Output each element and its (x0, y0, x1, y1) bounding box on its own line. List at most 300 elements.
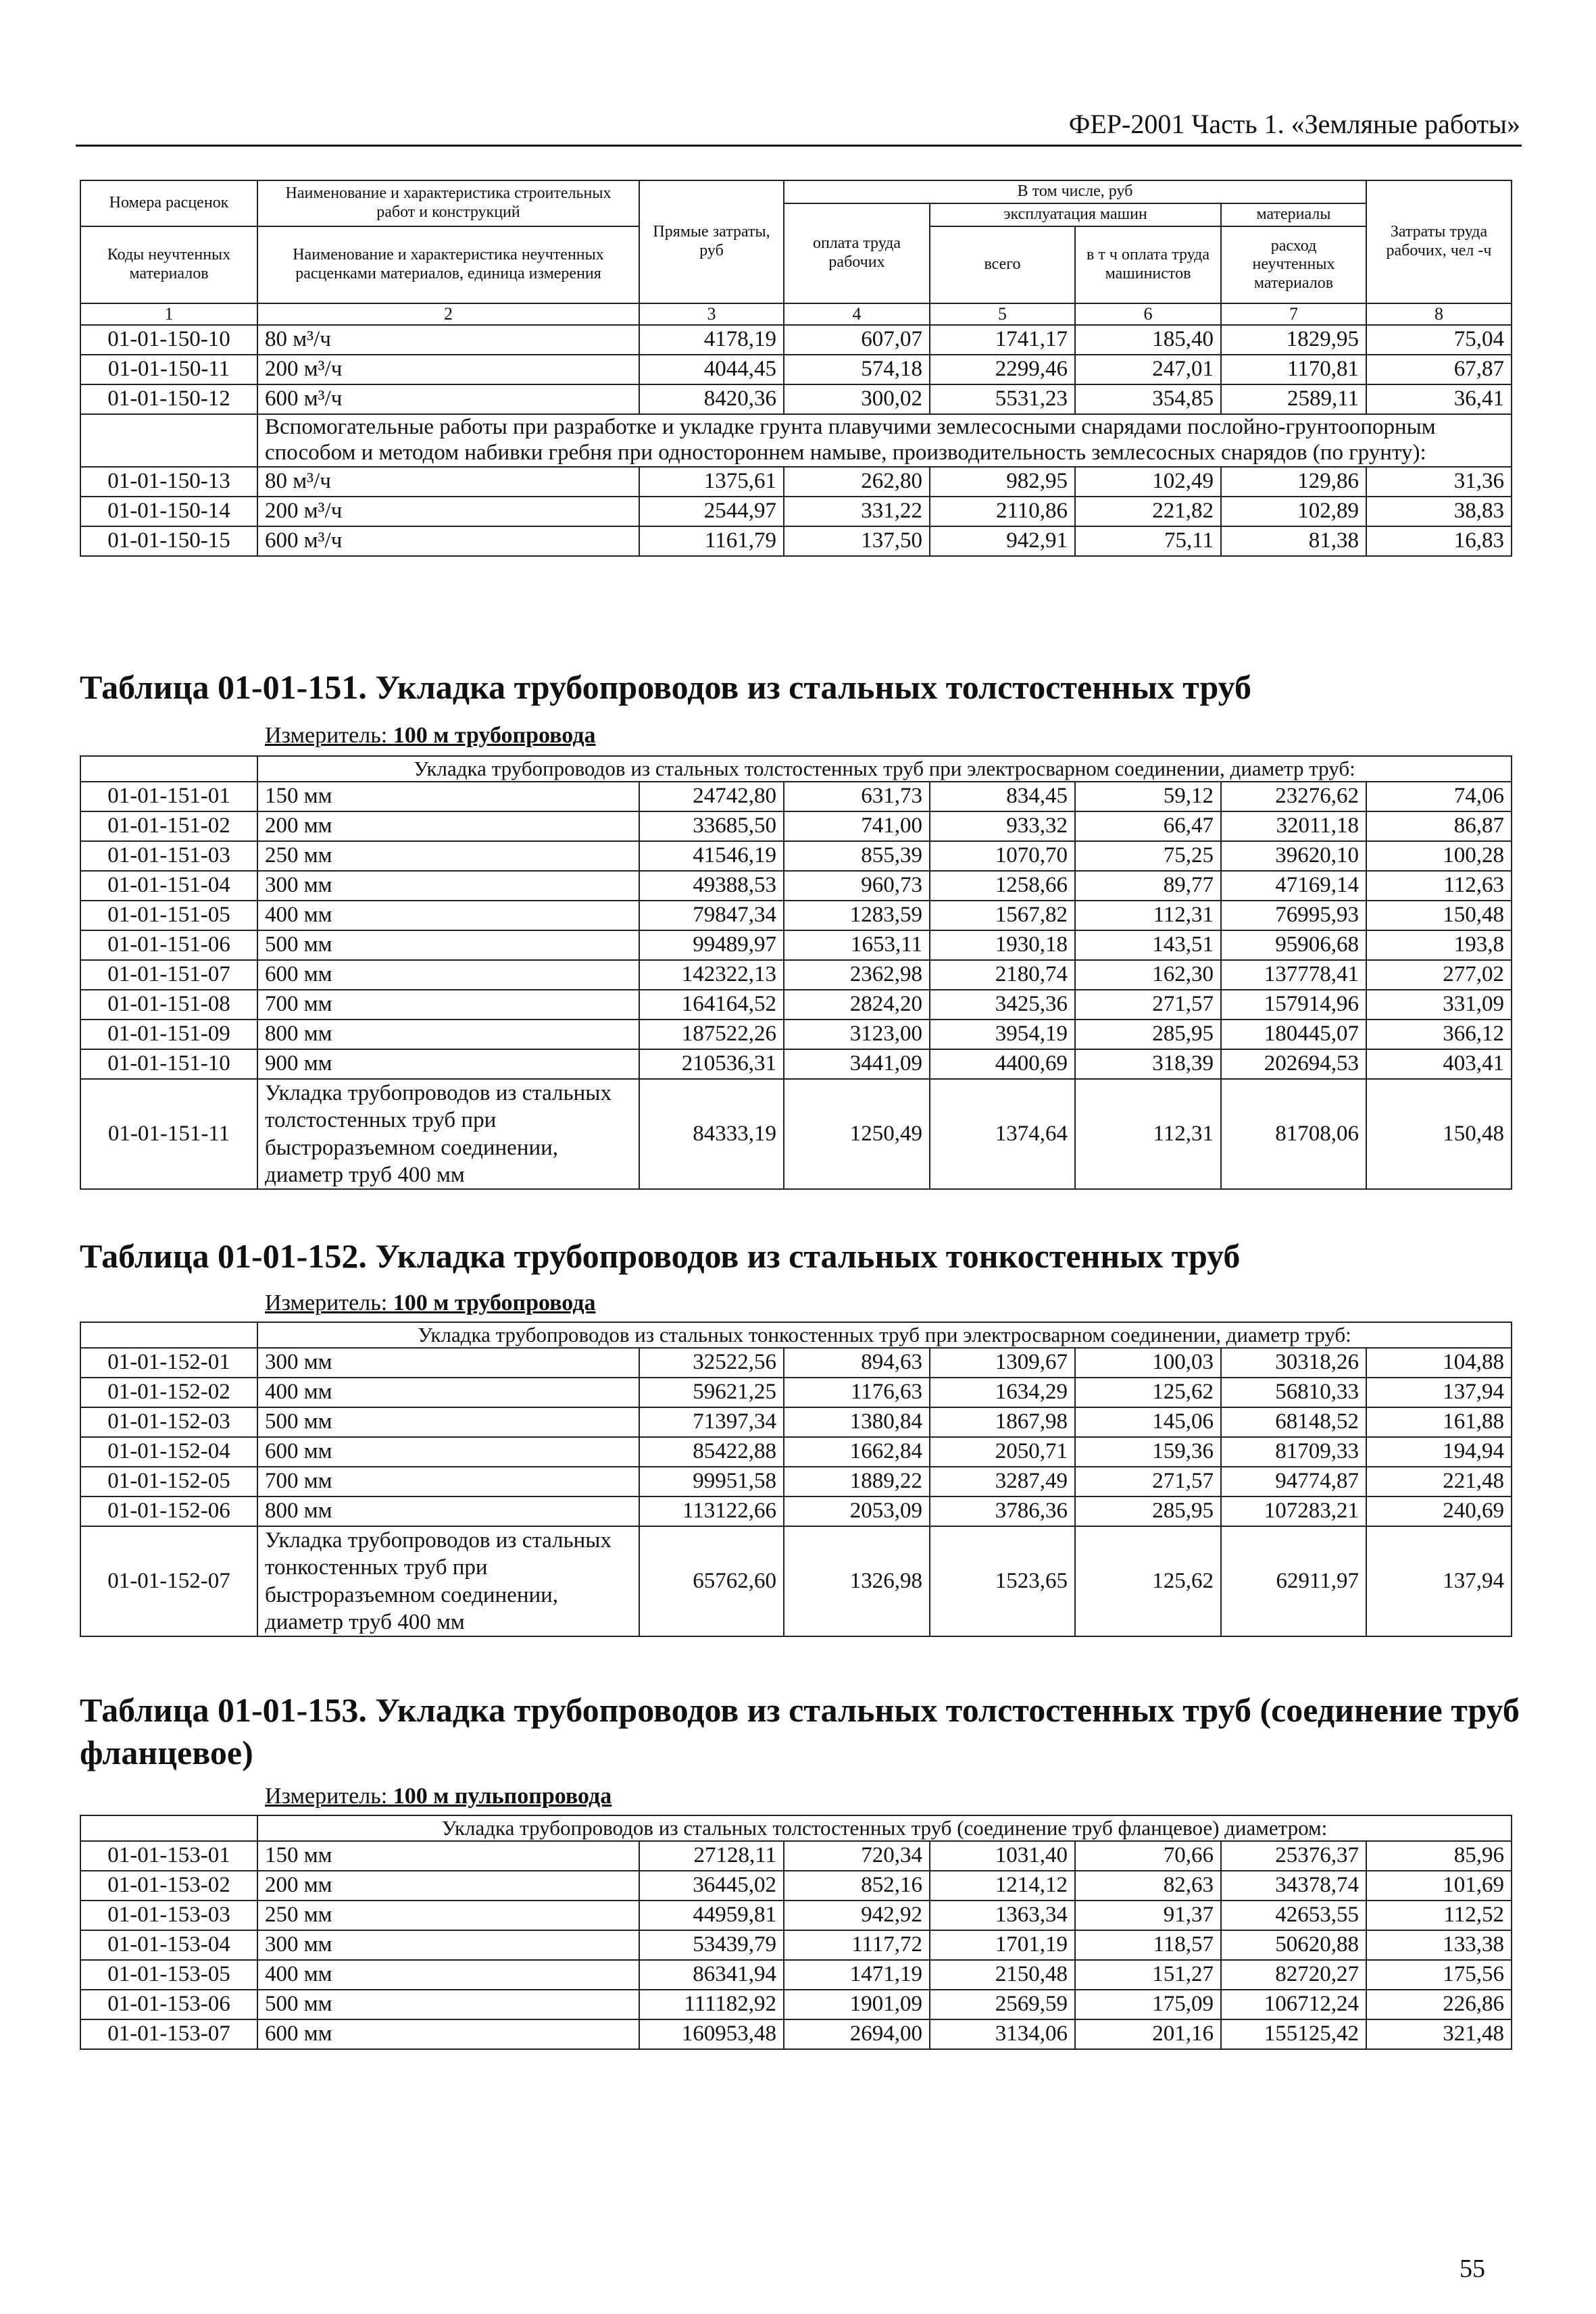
name-cell: 400 мм (257, 901, 639, 930)
subheading: Укладка трубопроводов из стальных толстостенных труб при электросварном соединении, диаметр труб: (257, 756, 1512, 782)
value-cell: 194,94 (1366, 1437, 1512, 1467)
value-cell: 3425,36 (930, 990, 1075, 1020)
value-cell: 193,8 (1366, 930, 1512, 960)
value-cell: 631,73 (784, 782, 930, 811)
col-materials: материалы (1221, 203, 1366, 226)
code-cell: 01-01-151-08 (80, 990, 257, 1020)
value-cell: 1363,34 (930, 1901, 1075, 1930)
value-cell: 71397,34 (639, 1407, 784, 1437)
value-cell: 1867,98 (930, 1407, 1075, 1437)
value-cell: 81709,33 (1221, 1437, 1366, 1467)
value-cell: 94774,87 (1221, 1467, 1366, 1496)
name-cell: 700 мм (257, 1467, 639, 1496)
code-cell: 01-01-152-07 (80, 1526, 257, 1636)
name-cell: 800 мм (257, 1020, 639, 1049)
col-name-top: Наименование и характеристика строительных работ и конструкций (257, 180, 639, 226)
table-row (80, 325, 1512, 355)
value-cell: 1523,65 (930, 1526, 1075, 1636)
value-cell: 50620,88 (1221, 1930, 1366, 1960)
col-machines: эксплуатация машин (930, 203, 1221, 226)
value-cell: 75,25 (1075, 841, 1221, 871)
value-cell: 942,91 (930, 526, 1075, 556)
table-row (80, 1930, 1512, 1960)
value-cell: 112,31 (1075, 901, 1221, 930)
value-cell: 32011,18 (1221, 811, 1366, 841)
table-row (80, 1990, 1512, 2019)
value-cell: 1170,81 (1221, 355, 1366, 384)
table-01-01-151 (80, 755, 1512, 1190)
name-cell: 600 м³/ч (257, 526, 639, 556)
name-cell: 400 мм (257, 1378, 639, 1407)
value-cell: 125,62 (1075, 1526, 1221, 1636)
value-cell: 2589,11 (1221, 384, 1366, 414)
value-cell: 150,48 (1366, 1079, 1512, 1189)
value-cell: 574,18 (784, 355, 930, 384)
value-cell: 1653,11 (784, 930, 930, 960)
value-cell: 1380,84 (784, 1407, 930, 1437)
table-row (80, 467, 1512, 497)
value-cell: 202694,53 (1221, 1049, 1366, 1079)
value-cell: 720,34 (784, 1841, 930, 1871)
value-cell: 894,63 (784, 1348, 930, 1378)
value-cell: 1889,22 (784, 1467, 930, 1496)
value-cell: 226,86 (1366, 1990, 1512, 2019)
value-cell: 3134,06 (930, 2019, 1075, 2049)
value-cell: 85422,88 (639, 1437, 784, 1467)
name-cell: 250 мм (257, 1901, 639, 1930)
value-cell: 1309,67 (930, 1348, 1075, 1378)
value-cell: 175,56 (1366, 1960, 1512, 1990)
value-cell: 164164,52 (639, 990, 784, 1020)
code-cell: 01-01-153-03 (80, 1901, 257, 1930)
col-materials-unaccounted: расход неучтенных материалов (1221, 226, 1366, 303)
value-cell: 118,57 (1075, 1930, 1221, 1960)
table-row (80, 871, 1512, 901)
value-cell: 1930,18 (930, 930, 1075, 960)
value-cell: 331,22 (784, 497, 930, 526)
value-cell: 3287,49 (930, 1467, 1075, 1496)
value-cell: 160953,48 (639, 2019, 784, 2049)
value-cell: 247,01 (1075, 355, 1221, 384)
value-cell: 1031,40 (930, 1841, 1075, 1871)
name-cell: 250 мм (257, 841, 639, 871)
page-number: 55 (1460, 2255, 1485, 2283)
value-cell: 112,63 (1366, 871, 1512, 901)
code-cell: 01-01-151-02 (80, 811, 257, 841)
value-cell: 2180,74 (930, 960, 1075, 990)
value-cell: 65762,60 (639, 1526, 784, 1636)
meter-152 (265, 1290, 596, 1316)
col-codes-bottom: Коды неучтенных материалов (80, 226, 257, 303)
table-row (80, 930, 1512, 960)
name-cell: 80 м³/ч (257, 325, 639, 355)
value-cell: 25376,37 (1221, 1841, 1366, 1871)
value-cell: 1250,49 (784, 1079, 930, 1189)
meter-value: 100 м пульпопровода (393, 1784, 612, 1809)
value-cell: 1161,79 (639, 526, 784, 556)
value-cell: 271,57 (1075, 990, 1221, 1020)
value-cell: 75,04 (1366, 325, 1512, 355)
meter-value: 100 м трубопровода (393, 1290, 596, 1315)
table-row (80, 1020, 1512, 1049)
value-cell: 113122,66 (639, 1496, 784, 1526)
value-cell: 133,38 (1366, 1930, 1512, 1960)
code-cell: 01-01-151-03 (80, 841, 257, 871)
value-cell: 852,16 (784, 1871, 930, 1901)
table-01-01-150 (80, 180, 1512, 557)
code-cell: 01-01-153-06 (80, 1990, 257, 2019)
table-row (80, 811, 1512, 841)
name-cell: 500 мм (257, 1407, 639, 1437)
value-cell: 366,12 (1366, 1020, 1512, 1049)
sub-spacer (80, 1815, 257, 1841)
value-cell: 1901,09 (784, 1990, 930, 2019)
col-incl: В том числе, руб (784, 180, 1366, 203)
value-cell: 2110,86 (930, 497, 1075, 526)
sub-spacer (80, 1322, 257, 1348)
name-cell: 800 мм (257, 1496, 639, 1526)
value-cell: 180445,07 (1221, 1020, 1366, 1049)
value-cell: 81708,06 (1221, 1079, 1366, 1189)
meter-label: Измеритель: (265, 1784, 388, 1809)
value-cell: 933,32 (930, 811, 1075, 841)
value-cell: 3786,36 (930, 1496, 1075, 1526)
value-cell: 99489,97 (639, 930, 784, 960)
table-row (80, 960, 1512, 990)
value-cell: 104,88 (1366, 1348, 1512, 1378)
value-cell: 24742,80 (639, 782, 784, 811)
value-cell: 240,69 (1366, 1496, 1512, 1526)
col-labor-cost: Затраты труда рабочих, чел -ч (1366, 180, 1512, 303)
table-row (80, 1841, 1512, 1871)
value-cell: 53439,79 (639, 1930, 784, 1960)
value-cell: 262,80 (784, 467, 930, 497)
value-cell: 150,48 (1366, 901, 1512, 930)
value-cell: 79847,34 (639, 901, 784, 930)
code-cell: 01-01-150-14 (80, 497, 257, 526)
value-cell: 86341,94 (639, 1960, 784, 1990)
meter-label: Измеритель: (265, 723, 388, 748)
value-cell: 59621,25 (639, 1378, 784, 1407)
value-cell: 155125,42 (1221, 2019, 1366, 2049)
table-title-151: Таблица 01-01-151. Укладка трубопроводов из стальных толстостенных труб (80, 668, 1251, 706)
value-cell: 285,95 (1075, 1496, 1221, 1526)
col-machines-total: всего (930, 226, 1075, 303)
name-cell: 600 мм (257, 2019, 639, 2049)
value-cell: 142322,13 (639, 960, 784, 990)
col-number: 7 (1221, 303, 1366, 325)
value-cell: 112,31 (1075, 1079, 1221, 1189)
value-cell: 285,95 (1075, 1020, 1221, 1049)
table-row (80, 1467, 1512, 1496)
value-cell: 834,45 (930, 782, 1075, 811)
value-cell: 75,11 (1075, 526, 1221, 556)
section-spacer (80, 414, 257, 467)
value-cell: 1471,19 (784, 1960, 930, 1990)
value-cell: 42653,55 (1221, 1901, 1366, 1930)
code-cell: 01-01-152-05 (80, 1467, 257, 1496)
table-01-01-153 (80, 1815, 1512, 2050)
table-row (80, 1437, 1512, 1467)
code-cell: 01-01-152-06 (80, 1496, 257, 1526)
value-cell: 2053,09 (784, 1496, 930, 1526)
value-cell: 201,16 (1075, 2019, 1221, 2049)
value-cell: 84333,19 (639, 1079, 784, 1189)
value-cell: 39620,10 (1221, 841, 1366, 871)
col-number: 8 (1366, 303, 1512, 325)
table-row (80, 1496, 1512, 1526)
value-cell: 34378,74 (1221, 1871, 1366, 1901)
value-cell: 159,36 (1075, 1437, 1221, 1467)
value-cell: 175,09 (1075, 1990, 1221, 2019)
table-row (80, 355, 1512, 384)
code-cell: 01-01-151-10 (80, 1049, 257, 1079)
value-cell: 81,38 (1221, 526, 1366, 556)
value-cell: 161,88 (1366, 1407, 1512, 1437)
value-cell: 41546,19 (639, 841, 784, 871)
code-cell: 01-01-151-07 (80, 960, 257, 990)
subheading: Укладка трубопроводов из стальных толстостенных труб (соединение труб фланцевое) диаметром: (257, 1815, 1512, 1841)
code-cell: 01-01-150-12 (80, 384, 257, 414)
value-cell: 2150,48 (930, 1960, 1075, 1990)
value-cell: 271,57 (1075, 1467, 1221, 1496)
table-row (80, 1049, 1512, 1079)
col-direct: Прямые затраты, руб (639, 180, 784, 303)
value-cell: 3954,19 (930, 1020, 1075, 1049)
col-number: 6 (1075, 303, 1221, 325)
value-cell: 82,63 (1075, 1871, 1221, 1901)
value-cell: 1326,98 (784, 1526, 930, 1636)
name-cell: 300 мм (257, 871, 639, 901)
value-cell: 102,49 (1075, 467, 1221, 497)
value-cell: 125,62 (1075, 1378, 1221, 1407)
value-cell: 5531,23 (930, 384, 1075, 414)
meter-value: 100 м трубопровода (393, 723, 596, 748)
value-cell: 100,28 (1366, 841, 1512, 871)
value-cell: 1258,66 (930, 871, 1075, 901)
value-cell: 38,83 (1366, 497, 1512, 526)
value-cell: 1070,70 (930, 841, 1075, 871)
value-cell: 3441,09 (784, 1049, 930, 1079)
value-cell: 89,77 (1075, 871, 1221, 901)
value-cell: 82720,27 (1221, 1960, 1366, 1990)
value-cell: 91,37 (1075, 1901, 1221, 1930)
value-cell: 49388,53 (639, 871, 784, 901)
value-cell: 2544,97 (639, 497, 784, 526)
value-cell: 1283,59 (784, 901, 930, 930)
value-cell: 157914,96 (1221, 990, 1366, 1020)
value-cell: 960,73 (784, 871, 930, 901)
code-cell: 01-01-150-11 (80, 355, 257, 384)
table-row (80, 782, 1512, 811)
name-cell: 600 мм (257, 1437, 639, 1467)
value-cell: 68148,52 (1221, 1407, 1366, 1437)
name-cell: 200 мм (257, 811, 639, 841)
col-number: 1 (80, 303, 257, 325)
value-cell: 112,52 (1366, 1901, 1512, 1930)
code-cell: 01-01-151-09 (80, 1020, 257, 1049)
code-cell: 01-01-150-10 (80, 325, 257, 355)
table-row (80, 901, 1512, 930)
value-cell: 3123,00 (784, 1020, 930, 1049)
table-title-152: Таблица 01-01-152. Укладка трубопроводов из стальных тонкостенных труб (80, 1237, 1241, 1275)
value-cell: 76995,93 (1221, 901, 1366, 930)
value-cell: 151,27 (1075, 1960, 1221, 1990)
name-cell: 150 мм (257, 782, 639, 811)
value-cell: 70,66 (1075, 1841, 1221, 1871)
value-cell: 4044,45 (639, 355, 784, 384)
table-01-01-152 (80, 1322, 1512, 1637)
value-cell: 36445,02 (639, 1871, 784, 1901)
value-cell: 4178,19 (639, 325, 784, 355)
value-cell: 2824,20 (784, 990, 930, 1020)
code-cell: 01-01-152-04 (80, 1437, 257, 1467)
value-cell: 85,96 (1366, 1841, 1512, 1871)
name-cell: 700 мм (257, 990, 639, 1020)
meter-label: Измеритель: (265, 1290, 388, 1315)
code-cell: 01-01-152-03 (80, 1407, 257, 1437)
code-cell: 01-01-151-04 (80, 871, 257, 901)
name-cell: 200 мм (257, 1871, 639, 1901)
value-cell: 129,86 (1221, 467, 1366, 497)
value-cell: 107283,21 (1221, 1496, 1366, 1526)
value-cell: 607,07 (784, 325, 930, 355)
code-cell: 01-01-153-05 (80, 1960, 257, 1990)
table-row (80, 990, 1512, 1020)
value-cell: 4400,69 (930, 1049, 1075, 1079)
table-row (80, 1960, 1512, 1990)
name-cell: 900 мм (257, 1049, 639, 1079)
value-cell: 331,09 (1366, 990, 1512, 1020)
value-cell: 47169,14 (1221, 871, 1366, 901)
value-cell: 100,03 (1075, 1348, 1221, 1378)
name-cell: 200 м³/ч (257, 355, 639, 384)
name-cell: Укладка трубопроводов из стальных толстостенных труб при быстроразъемном соединении, диаметр труб 400 мм (257, 1079, 639, 1189)
value-cell: 95906,68 (1221, 930, 1366, 960)
table-row (80, 1901, 1512, 1930)
value-cell: 1375,61 (639, 467, 784, 497)
section-heading: Вспомогательные работы при разработке и укладке грунта плавучими землесосными снарядами послойно-грунтоопорным способом и методом набивки гребня при одностороннем намыве, производительность землесосных снарядов (по грунту): (257, 414, 1512, 467)
table-row (80, 1407, 1512, 1437)
name-cell: Укладка трубопроводов из стальных тонкостенных труб при быстроразъемном соединении, диаметр труб 400 мм (257, 1526, 639, 1636)
value-cell: 162,30 (1075, 960, 1221, 990)
value-cell: 185,40 (1075, 325, 1221, 355)
name-cell: 300 мм (257, 1930, 639, 1960)
code-cell: 01-01-152-01 (80, 1348, 257, 1378)
page-header: ФЕР-2001 Часть 1. «Земляные работы» (1068, 109, 1520, 139)
value-cell: 74,06 (1366, 782, 1512, 811)
col-number: 3 (639, 303, 784, 325)
value-cell: 318,39 (1075, 1049, 1221, 1079)
col-labor-pay: оплата труда рабочих (784, 203, 930, 303)
value-cell: 855,39 (784, 841, 930, 871)
meter-153 (265, 1784, 612, 1809)
value-cell: 300,02 (784, 384, 930, 414)
code-cell: 01-01-151-06 (80, 930, 257, 960)
value-cell: 1701,19 (930, 1930, 1075, 1960)
value-cell: 36,41 (1366, 384, 1512, 414)
value-cell: 2299,46 (930, 355, 1075, 384)
code-cell: 01-01-151-01 (80, 782, 257, 811)
table-row (80, 384, 1512, 414)
name-cell: 600 мм (257, 960, 639, 990)
value-cell: 1176,63 (784, 1378, 930, 1407)
value-cell: 2362,98 (784, 960, 930, 990)
value-cell: 33685,50 (639, 811, 784, 841)
subheading: Укладка трубопроводов из стальных тонкостенных труб при электросварном соединении, диаметр труб: (257, 1322, 1512, 1348)
code-cell: 01-01-153-04 (80, 1930, 257, 1960)
value-cell: 66,47 (1075, 811, 1221, 841)
col-number: 5 (930, 303, 1075, 325)
value-cell: 56810,33 (1221, 1378, 1366, 1407)
value-cell: 1117,72 (784, 1930, 930, 1960)
value-cell: 354,85 (1075, 384, 1221, 414)
value-cell: 59,12 (1075, 782, 1221, 811)
value-cell: 44959,81 (639, 1901, 784, 1930)
value-cell: 221,48 (1366, 1467, 1512, 1496)
value-cell: 741,00 (784, 811, 930, 841)
value-cell: 221,82 (1075, 497, 1221, 526)
name-cell: 80 м³/ч (257, 467, 639, 497)
table-row (80, 1871, 1512, 1901)
col-name-bottom: Наименование и характеристика неучтенных расценками материалов, единица измерения (257, 226, 639, 303)
table-row (80, 841, 1512, 871)
value-cell: 67,87 (1366, 355, 1512, 384)
code-cell: 01-01-150-15 (80, 526, 257, 556)
name-cell: 200 м³/ч (257, 497, 639, 526)
col-number: 4 (784, 303, 930, 325)
value-cell: 137,50 (784, 526, 930, 556)
value-cell: 1214,12 (930, 1871, 1075, 1901)
header-rule (76, 145, 1522, 147)
value-cell: 143,51 (1075, 930, 1221, 960)
value-cell: 1662,84 (784, 1437, 930, 1467)
value-cell: 942,92 (784, 1901, 930, 1930)
col-codes-top: Номера расценок (80, 180, 257, 226)
value-cell: 32522,56 (639, 1348, 784, 1378)
name-cell: 500 мм (257, 930, 639, 960)
col-number: 2 (257, 303, 639, 325)
value-cell: 30318,26 (1221, 1348, 1366, 1378)
col-machinist-pay: в т ч оплата труда машинистов (1075, 226, 1221, 303)
value-cell: 137,94 (1366, 1526, 1512, 1636)
value-cell: 86,87 (1366, 811, 1512, 841)
code-cell: 01-01-150-13 (80, 467, 257, 497)
value-cell: 106712,24 (1221, 1990, 1366, 2019)
value-cell: 1741,17 (930, 325, 1075, 355)
table-row (80, 1348, 1512, 1378)
value-cell: 210536,31 (639, 1049, 784, 1079)
name-cell: 150 мм (257, 1841, 639, 1871)
value-cell: 31,36 (1366, 467, 1512, 497)
table-row (80, 1378, 1512, 1407)
value-cell: 23276,62 (1221, 782, 1366, 811)
value-cell: 1829,95 (1221, 325, 1366, 355)
code-cell: 01-01-153-01 (80, 1841, 257, 1871)
name-cell: 600 м³/ч (257, 384, 639, 414)
value-cell: 101,69 (1366, 1871, 1512, 1901)
sub-spacer (80, 756, 257, 782)
value-cell: 137,94 (1366, 1378, 1512, 1407)
code-cell: 01-01-152-02 (80, 1378, 257, 1407)
value-cell: 102,89 (1221, 497, 1366, 526)
value-cell: 111182,92 (639, 1990, 784, 2019)
table-row (80, 497, 1512, 526)
value-cell: 982,95 (930, 467, 1075, 497)
value-cell: 99951,58 (639, 1467, 784, 1496)
code-cell: 01-01-153-07 (80, 2019, 257, 2049)
value-cell: 137778,41 (1221, 960, 1366, 990)
